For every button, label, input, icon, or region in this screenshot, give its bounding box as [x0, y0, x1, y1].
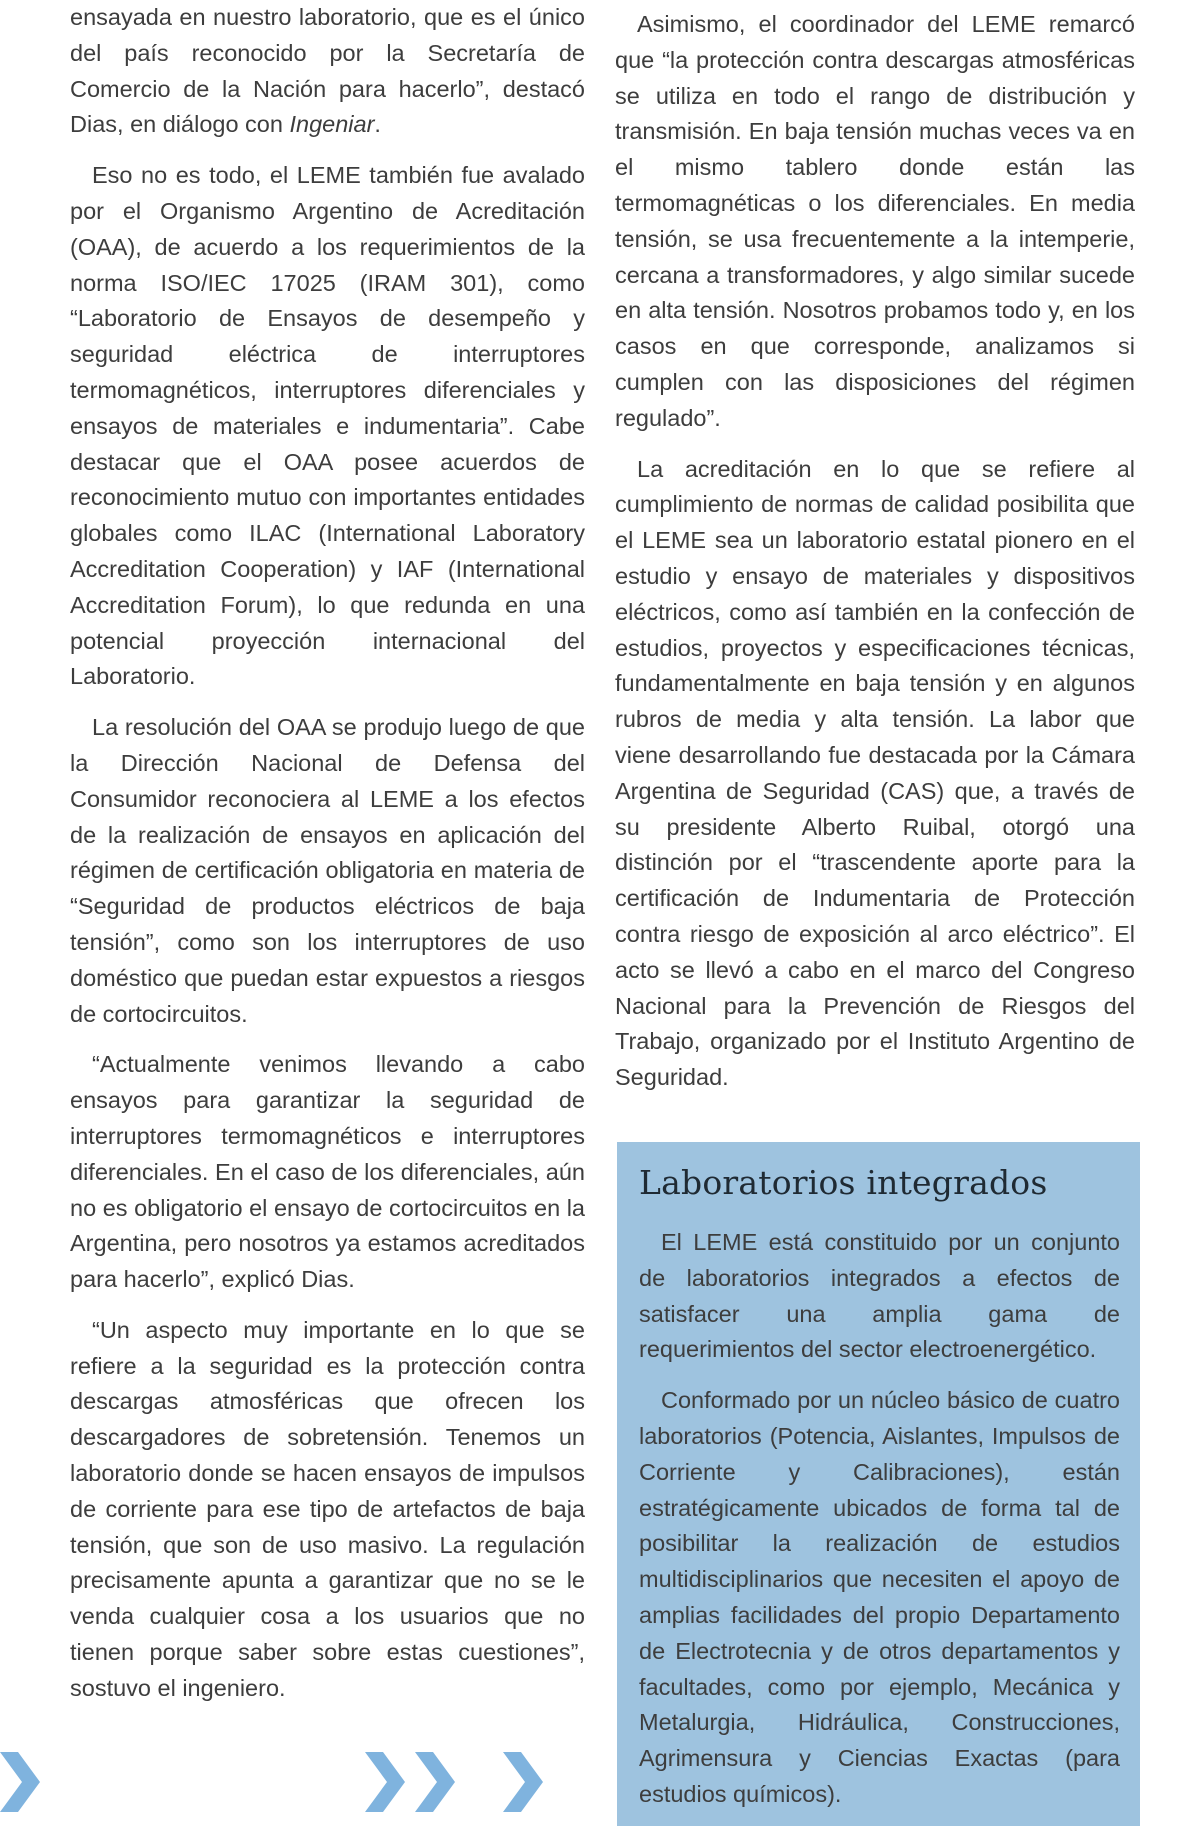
- right-paragraph-1: Asimismo, el coordinador del LEME remarcó que “la protección contra descargas atmosféricas se utiliza en todo el rango de distribución y transmisión. En baja tensión muchas veces va en el mismo tablero donde están las termomagnéticas o los diferenciales. En media tensión, se usa frecuentemente a la intemperie, cercana a transformadores, y algo similar sucede en alta tensión. Nosotros probamos todo y, en los casos en que corresponde, analizamos si cumplen con las disposiciones del régimen regulado”.: [615, 11, 1135, 431]
- left-paragraph-5: “Un aspecto muy importante en lo que se refiere a la seguridad es la protección contra descargas atmosféricas que ofrecen los descargadores de sobretensión. Tenemos un laboratorio donde se hacen ensayos de impulsos de corriente para ese tipo de artefactos de baja tensión, que son de uso masivo. La regulación precisamente apunta a garantizar que no se le venda cualquier cosa a los usuarios que no tienen porque saber sobre estas cuestiones”, sostuvo el ingeniero.: [70, 1316, 585, 1701]
- sidebar-box: [617, 1142, 1140, 1826]
- sidebar-paragraph-1: El LEME está constituido por un conjunto de laboratorios integrados a efectos de satisfacer una amplia gama de requerimientos del sector electroenergético.: [639, 1229, 1120, 1363]
- left-paragraph-1: [70, 0, 585, 143]
- sidebar-title: Laboratorios integrados: [639, 1163, 1048, 1202]
- right-text-column: [615, 7, 1135, 1111]
- chevron-right-icon: [365, 1752, 405, 1812]
- left-paragraph-2: Eso no es todo, el LEME también fue avalado por el Organismo Argentino de Acreditación (OAA), de acuerdo a los requerimientos de la norma ISO/IEC 17025 (IRAM 301), como “Laboratorio de Ensayos de desempeño y seguridad eléctrica de interruptores termomagnéticos, interruptores diferenciales y ensayos de materiales e indumentaria”. Cabe destacar que el OAA posee acuerdos de reconocimiento mutuo con importantes entidades globales como ILAC (International Laboratory Accreditation Cooperation) y IAF (International Accreditation Forum), lo que redunda en una potencial proyección internacional del Laboratorio.: [70, 162, 585, 690]
- left-paragraph-1-end: .: [374, 111, 381, 138]
- chevron-spacer: [465, 1752, 493, 1812]
- sidebar-paragraph-2: Conformado por un núcleo básico de cuatro laboratorios (Potencia, Aislantes, Impulsos de Corriente y Calibraciones), están estratégicamente ubicados de forma tal de posibilitar la realización de estudios multidisciplinarios que necesiten el apoyo de amplias facilidades del propio Departamento de Electrotecnia y de otros departamentos y facultades, como por ejemplo, Mecánica y Metalurgia, Hidráulica, Construcciones, Agrimensura y Ciencias Exactas (para estudios químicos).: [639, 1387, 1120, 1807]
- chevron-right-icon: [503, 1752, 543, 1812]
- left-text-column: [70, 0, 585, 1722]
- chevron-right-icon: [0, 1752, 40, 1812]
- magazine-name: Ingeniar: [289, 111, 375, 138]
- chevron-group: [365, 1752, 543, 1812]
- left-paragraph-1-text: ensayada en nuestro laboratorio, que es el único del país reconocido por la Secretaría de Comercio de la Nación para hacerlo”, destacó Dias, en diálogo con: [70, 4, 585, 138]
- chevron-right-icon: [415, 1752, 455, 1812]
- left-paragraph-4: “Actualmente venimos llevando a cabo ensayos para garantizar la seguridad de interruptores termomagnéticos e interruptores diferenciales. En el caso de los diferenciales, aún no es obligatorio el ensayo de cortocircuitos en la Argentina, pero nosotros ya estamos acreditados para hacerlo”, explicó Dias.: [70, 1051, 585, 1293]
- left-paragraph-3: La resolución del OAA se produjo luego de que la Dirección Nacional de Defensa del Consumidor reconociera al LEME a los efectos de la realización de ensayos en aplicación del régimen de certificación obligatoria en materia de “Seguridad de productos eléctricos de baja tensión”, como son los interruptores de uso doméstico que puedan estar expuestos a riesgos de cortocircuitos.: [70, 714, 585, 1027]
- right-paragraph-2: La acreditación en lo que se refiere al cumplimiento de normas de calidad posibilita que el LEME sea un laboratorio estatal pionero en el estudio y ensayo de materiales y dispositivos eléctricos, como así también en la confección de estudios, proyectos y especificaciones técnicas, fundamentalmente en baja tensión y en algunos rubros de media y alta tensión. La labor que viene desarrollando fue destacada por la Cámara Argentina de Seguridad (CAS) que, a través de su presidente Alberto Ruibal, otorgó una distinción por el “trascendente aporte para la certificación de Indumentaria de Protección contra riesgo de exposición al arco eléctrico”. El acto se llevó a cabo en el marco del Congreso Nacional para la Prevención de Riesgos del Trabajo, organizado por el Instituto Argentino de Seguridad.: [615, 455, 1135, 1091]
